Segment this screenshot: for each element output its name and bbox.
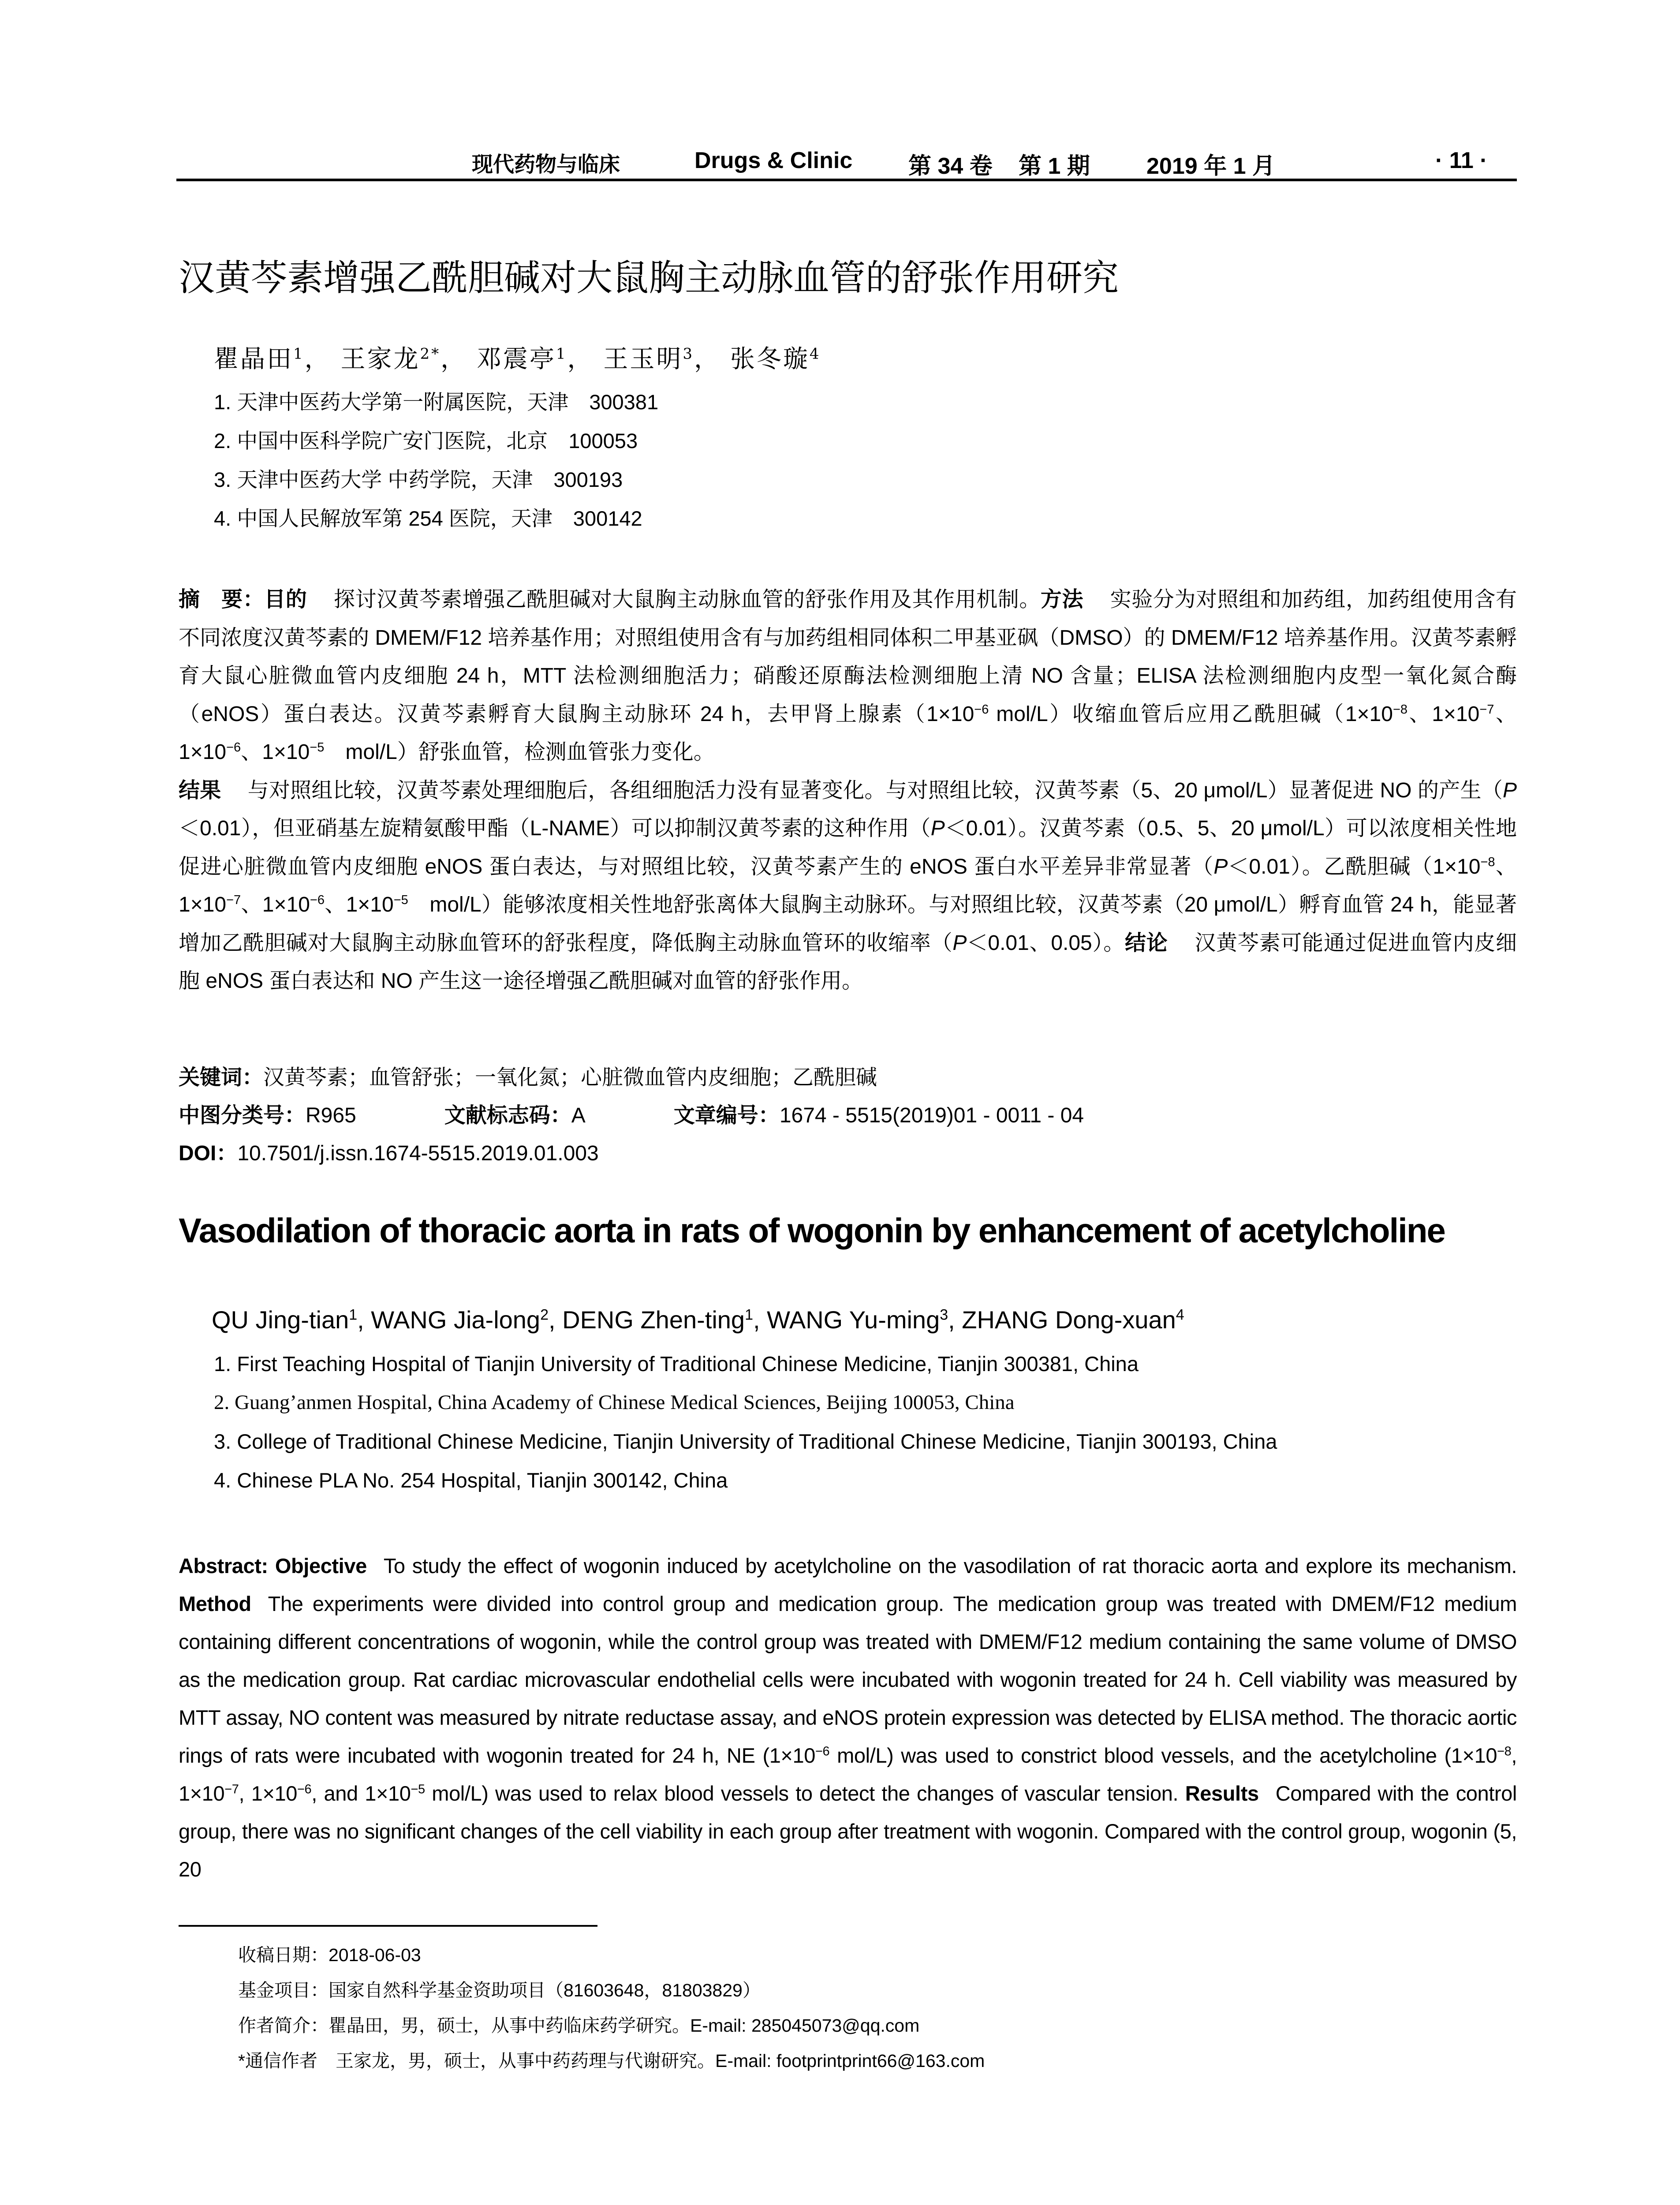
footnote-corresponding <box>238 2046 985 2072</box>
author-name: 王玉明 <box>603 345 683 374</box>
footnote-text: 2018-06-03 <box>329 1945 421 1965</box>
exponent: −8 <box>1497 1744 1512 1759</box>
exponent: −5 <box>411 1782 425 1797</box>
journal-name-cn: 现代药物与临床 <box>472 152 620 177</box>
author-affiliation-mark: 4 <box>809 345 821 363</box>
doi-line <box>179 1136 599 1166</box>
classification-line <box>179 1098 1084 1129</box>
objective-text: To study the effect of wogonin induced by acetylcholine on the vasodilation of rat thoracic aorta and explore its mechanism. <box>383 1554 1517 1577</box>
exponent: −6 <box>974 702 989 717</box>
footnote-label: 收稿日期： <box>238 1945 329 1965</box>
header-rule <box>176 179 1517 181</box>
conclusion-label: 结论 <box>1125 931 1168 955</box>
method-text: 实验分为对照组和加药组，加药组使用含有不同浓度汉黄芩素的 DMEM/F12 培养基作用；对照组使用含有与加药组相同体积二甲基亚砜（DMSO）的 DMEM/F12 培养基作用。汉黄芩素孵育大鼠心脏微血管内皮细胞 24 h，MTT 法检测细胞活力；硝酸还原酶法检测细胞上清 NO 含量；ELISA 法检测细胞内皮型一氧化氮合酶（eNOS）蛋白表达。汉黄芩素孵育大鼠胸主动脉环 24 h，去甲肾上腺素（1×10 <box>179 588 1517 726</box>
method-label: Method <box>179 1592 251 1615</box>
doi-value: 10.7501/j.issn.1674-5515.2019.01.003 <box>237 1142 599 1165</box>
affiliation-en: 1. First Teaching Hospital of Tianjin University of Traditional Chinese Medicine, Tianjin 300381, China <box>214 1352 1139 1375</box>
doc-code-label: 文献标志码： <box>444 1104 571 1127</box>
author-separator: , <box>357 1306 371 1334</box>
author-affiliation-mark: 1 <box>556 345 567 363</box>
author-affiliation-mark: 1 <box>349 1306 358 1323</box>
author-name: 张冬璇 <box>730 345 810 374</box>
abstract-en <box>179 1547 1517 1888</box>
results-text: ＜0.01）。汉黄芩素（0.5、5、20 μmol/L）可以浓度相关性地促进心脏微血管内皮细胞 eNOS 蛋白表达，与对照组比较，汉黄芩素产生的 eNOS 蛋白水平差异非常显著（ <box>179 817 1517 878</box>
article-id-value: 1674 - 5515(2019)01 - 0011 - 04 <box>779 1104 1084 1127</box>
title-cn: 汉黄芩素增强乙酰胆碱对大鼠胸主动脉血管的舒张作用研究 <box>179 257 1119 299</box>
results-label: 结果 <box>179 778 221 802</box>
abstract-label: 摘 要： <box>179 588 265 611</box>
footnote-label: *通信作者 <box>238 2051 336 2071</box>
clc-value: R965 <box>306 1104 356 1127</box>
exponent: −8 <box>1480 855 1495 869</box>
authors-en <box>212 1305 1184 1334</box>
keywords-label: 关键词： <box>179 1066 264 1089</box>
results-text: 、1×10 <box>241 893 310 916</box>
exponent: −7 <box>226 893 241 907</box>
method-text: mol/L）收缩血管后应用乙酰胆碱（1×10 <box>989 702 1393 726</box>
footnote-author-bio <box>238 2011 919 2037</box>
article-id-label: 文章编号： <box>673 1104 780 1127</box>
method-text: mol/L）舒张血管，检测血管张力变化。 <box>324 740 715 764</box>
results-label: Results <box>1185 1782 1259 1805</box>
abstract-label: Abstract: <box>179 1554 268 1577</box>
results-text: 与对照组比较，汉黄芩素处理细胞后，各组细胞活力没有显著变化。与对照组比较，汉黄芩素（5、20 μmol/L）显著促进 NO 的产生（ <box>247 778 1503 802</box>
method-text: The experiments were divided into control group and medication group. The medication group was treated with DMEM/F12 medium containing different concentrations of wogonin, while the control group was treated with DMEM/F12 medium containing the same volume of DMSO as the medication group. Rat cardiac microvascular endothelial cells were incubated with wogonin treated for 24 h. Cell viability was measured by MTT assay, NO content was measured by nitrate reductase assay, and eNOS protein expression was detected by ELISA method. The thoracic aortic rings of rats were incubated with wogonin treated for 24 h, NE (1×10 <box>179 1592 1517 1767</box>
authors-cn <box>214 340 821 375</box>
method-text: mol/L) was used to constrict blood vessels, and the acetylcholine (1×10 <box>829 1744 1497 1767</box>
exponent: −6 <box>226 740 241 755</box>
author-affiliation-mark: 2 <box>540 1306 549 1323</box>
issue-date: 2019 年 1 月 <box>1146 153 1275 179</box>
footnote-text: 王家龙，男，硕士，从事中药药理与代谢研究。E-mail: footprintprint66@163.com <box>335 2051 985 2071</box>
author-affiliation-mark: 3 <box>683 345 694 363</box>
author-name: QU Jing-tian <box>212 1306 349 1334</box>
results-text: ＜0.01），但亚硝基左旋精氨酸甲酯（L-NAME）可以抑制汉黄芩素的这种作用（ <box>179 817 931 840</box>
affiliation-cn: 1. 天津中医药大学第一附属医院，天津 300381 <box>214 390 659 414</box>
author-separator: ， <box>304 345 331 374</box>
author-affiliation-mark: 3 <box>940 1306 948 1323</box>
page-number: · 11 · <box>1435 148 1488 173</box>
p-value-symbol: P <box>1502 778 1517 802</box>
footnote-funding <box>238 1976 761 2002</box>
affiliation-cn: 3. 天津中医药大学 中药学院，天津 300193 <box>214 468 623 491</box>
author-separator: ， <box>441 345 467 374</box>
author-affiliation-mark: 1 <box>293 345 305 363</box>
author-separator: , <box>753 1306 767 1334</box>
method-label: 方法 <box>1040 588 1084 611</box>
keywords-text: 汉黄芩素；血管舒张；一氧化氮；心脏微血管内皮细胞；乙酰胆碱 <box>263 1066 877 1089</box>
exponent: −7 <box>224 1782 239 1797</box>
affiliation-cn: 2. 中国中医科学院广安门医院，北京 100053 <box>214 429 638 452</box>
exponent: −6 <box>297 1782 312 1797</box>
exponent: −6 <box>815 1744 830 1759</box>
method-text: 、1×10 <box>241 740 310 764</box>
author-separator: ， <box>694 345 721 374</box>
doc-code-value: A <box>571 1104 586 1127</box>
results-text: 、1×10 <box>324 893 394 916</box>
author-name: WANG Jia-long <box>371 1306 541 1334</box>
affiliation-en: 3. College of Traditional Chinese Medicine, Tianjin University of Traditional Chinese Medicine, Tianjin 300193, China <box>214 1430 1277 1453</box>
p-value-symbol: P <box>952 931 967 955</box>
author-separator: , <box>549 1306 563 1334</box>
footnote-text: 瞿晶田，男，硕士，从事中药临床药学研究。E-mail: 285045073@qq.com <box>329 2015 920 2036</box>
footnote-text: 国家自然科学基金资助项目（81603648，81803829） <box>329 1980 761 2000</box>
affiliation-cn: 4. 中国人民解放军第 254 医院，天津 300142 <box>214 507 642 530</box>
volume: 第 34 卷 <box>908 153 993 179</box>
author-name: WANG Yu-ming <box>767 1306 940 1334</box>
method-text: , 1×10 <box>179 1744 1517 1805</box>
method-text: 、1×10 <box>179 702 1517 764</box>
results-text: ＜0.01、0.05）。 <box>967 931 1125 955</box>
author-affiliation-mark: 4 <box>1176 1306 1184 1323</box>
footnote-received <box>238 1940 421 1966</box>
author-separator: , <box>948 1306 962 1334</box>
conclusion-text: 汉黄芩素可能通过促进血管内皮细胞 eNOS 蛋白表达和 NO 产生这一途径增强乙酰胆碱对血管的舒张作用。 <box>179 931 1517 993</box>
results-text: mol/L）能够浓度相关性地舒张离体大鼠胸主动脉环。与对照组比较，汉黄芩素（20 μmol/L）孵育血管 24 h，能显著增加乙酰胆碱对大鼠胸主动脉血管环的舒张程度，降低胸主动脉血管环的收缩率（ <box>179 893 1517 955</box>
running-header <box>176 140 1517 180</box>
method-text: mol/L) was used to relax blood vessels to detect the changes of vascular tension. <box>425 1782 1179 1805</box>
footnote-rule <box>179 1925 597 1927</box>
author-affiliation-mark: 2* <box>420 345 441 363</box>
exponent: −7 <box>1479 702 1494 717</box>
objective-label: Objective <box>275 1554 367 1577</box>
issue: 第 1 期 <box>1019 153 1090 179</box>
author-name: DENG Zhen-ting <box>562 1306 745 1334</box>
p-value-symbol: P <box>1213 855 1228 878</box>
p-value-symbol: P <box>930 817 945 840</box>
objective-text: 探讨汉黄芩素增强乙酰胆碱对大鼠胸主动脉血管的舒张作用及其作用机制。 <box>333 588 1041 611</box>
method-text: , 1×10 <box>239 1782 297 1805</box>
author-name: 瞿晶田 <box>214 345 293 374</box>
author-affiliation-mark: 1 <box>745 1306 753 1323</box>
journal-name-en: Drugs & Clinic <box>694 148 853 173</box>
keywords-cn <box>179 1060 877 1091</box>
exponent: −5 <box>310 740 325 755</box>
method-text: 、1×10 <box>1407 702 1480 726</box>
author-separator: ， <box>567 345 594 374</box>
objective-label: 目的 <box>264 588 307 611</box>
clc-label: 中图分类号： <box>179 1104 306 1127</box>
doi-label: DOI： <box>179 1142 238 1165</box>
results-text: Compared with the control group, there was no significant changes of the cell viability in each group after treatment with wogonin. Compared with the control group, wogonin (5, 20 <box>179 1782 1517 1881</box>
author-name: ZHANG Dong-xuan <box>962 1306 1176 1334</box>
exponent: −5 <box>393 893 408 907</box>
exponent: −6 <box>310 893 325 907</box>
affiliation-en: 2. Guang’anmen Hospital, China Academy of Chinese Medical Sciences, Beijing 100053, China <box>214 1391 1015 1414</box>
author-name: 邓震亭 <box>476 345 556 374</box>
title-en: Vasodilation of thoracic aorta in rats of wogonin by enhancement of acetylcholine <box>179 1211 1445 1250</box>
abstract-cn <box>179 581 1517 1001</box>
author-name: 王家龙 <box>340 345 420 374</box>
affiliation-en: 4. Chinese PLA No. 254 Hospital, Tianjin 300142, China <box>214 1469 728 1492</box>
method-text: , and 1×10 <box>311 1782 411 1805</box>
footnote-label: 基金项目： <box>238 1980 329 2000</box>
exponent: −8 <box>1393 702 1408 717</box>
results-text: ＜0.01）。乙酰胆碱（1×10 <box>1228 855 1481 878</box>
footnote-label: 作者简介： <box>238 2015 329 2036</box>
results-text: 、1×10 <box>179 855 1517 916</box>
